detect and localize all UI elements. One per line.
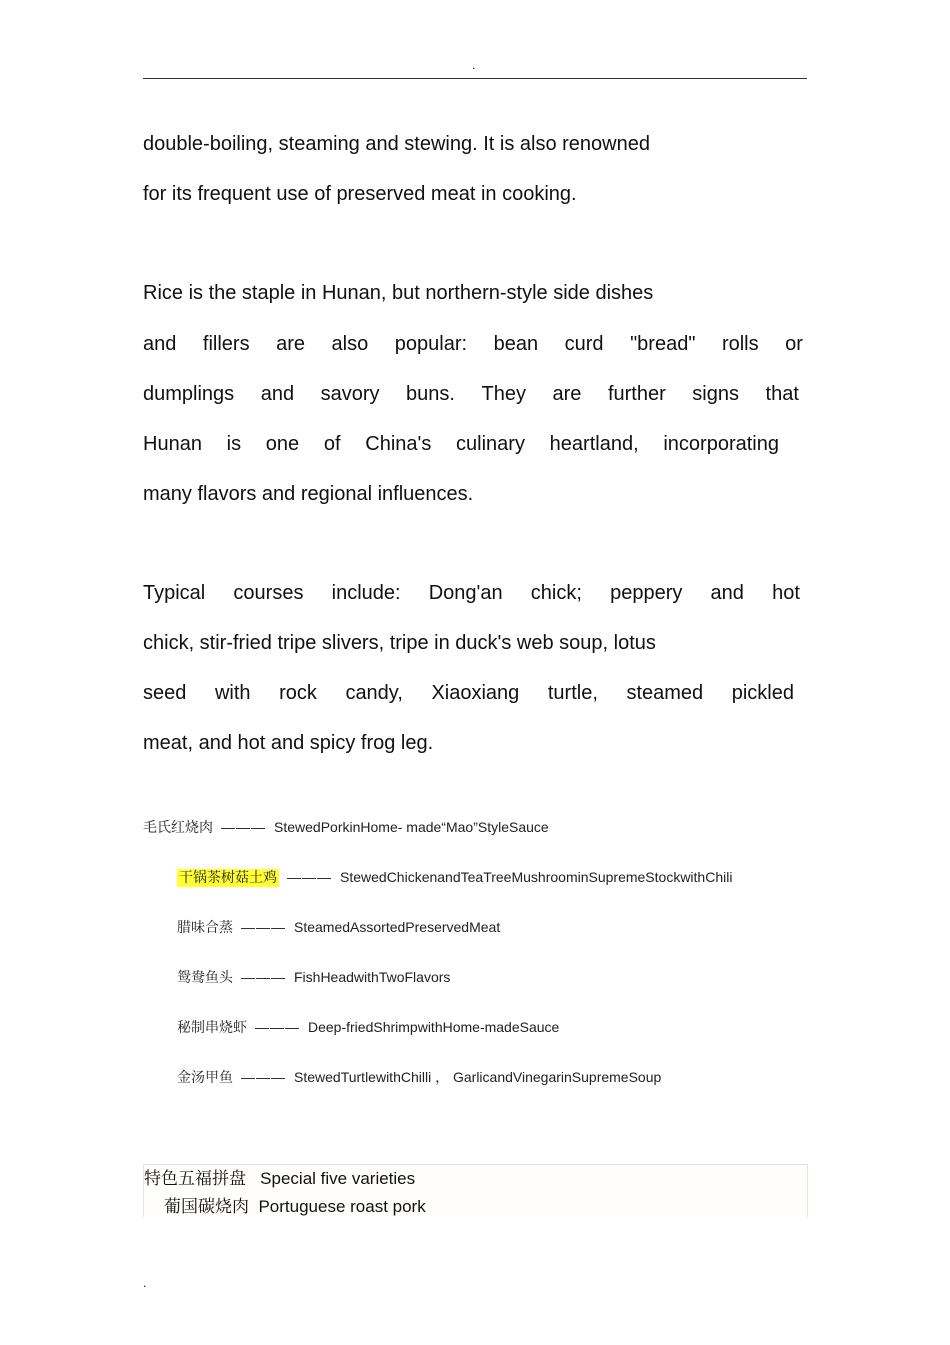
paragraph-line: meat, and hot and spicy frog leg. <box>143 732 434 754</box>
word: are <box>276 333 306 355</box>
specials-en: Special five varieties <box>260 1169 416 1188</box>
word: incorporating <box>663 433 779 455</box>
menu-item <box>177 1018 559 1037</box>
menu-item-separator: ——— <box>287 869 332 885</box>
word: or <box>785 333 803 355</box>
menu-item-separator: ——— <box>241 919 286 935</box>
paragraph-line-justified <box>143 382 799 406</box>
word: are <box>552 383 582 405</box>
word: peppery <box>610 582 683 604</box>
word: chick; <box>530 582 582 604</box>
menu-item-highlighted <box>177 868 732 887</box>
word: rock <box>279 682 317 704</box>
menu-item-zh-highlighted: 干锅茶树菇土鸡 <box>179 870 277 886</box>
word: "bread" <box>630 333 696 355</box>
word: steamed <box>626 682 704 704</box>
word: also <box>331 333 369 355</box>
specials-table <box>143 1164 808 1217</box>
word: culinary <box>456 433 525 455</box>
word: heartland, <box>549 433 639 455</box>
paragraph-line: Rice is the staple in Hunan, but northern-style side dishes <box>143 282 654 304</box>
menu-item-en: StewedPorkinHome- made“Mao”StyleSauce <box>274 819 549 835</box>
paragraph-line: chick, stir-fried tripe slivers, tripe in duck's web soup, lotus <box>143 632 656 654</box>
menu-item-en: StewedTurtlewithChilli ， GarlicandVinegarinSupremeSoup <box>294 1069 662 1085</box>
menu-item-en: StewedChickenandTeaTreeMushroominSupremeStockwithChili <box>340 869 733 885</box>
menu-item-zh: 毛氏红烧肉 <box>143 820 213 836</box>
word: Dong'an <box>428 582 503 604</box>
specials-row <box>144 1168 415 1190</box>
menu-item-separator: ——— <box>255 1019 300 1035</box>
menu-item <box>143 818 549 837</box>
menu-item-en: SteamedAssortedPreservedMeat <box>294 919 501 935</box>
menu-item-zh: 金汤甲鱼 <box>177 1070 233 1086</box>
word: one <box>265 433 300 455</box>
word: Hunan <box>143 433 202 455</box>
specials-row <box>164 1196 426 1218</box>
word: popular: <box>394 333 468 355</box>
menu-item-zh: 鸳鸯鱼头 <box>177 970 233 986</box>
word: courses <box>233 582 304 604</box>
word: and <box>143 333 177 355</box>
word: hot <box>772 582 800 604</box>
paragraph-line: double-boiling, steaming and stewing. It is also renowned <box>143 133 650 155</box>
menu-item <box>177 918 500 937</box>
header-mark: . <box>472 58 476 72</box>
paragraph-line-justified <box>143 681 794 705</box>
menu-item-en: FishHeadwithTwoFlavors <box>294 969 451 985</box>
menu-item <box>177 968 450 987</box>
word: savory <box>320 383 380 405</box>
paragraph-line-justified <box>143 432 779 456</box>
paragraph-line-justified <box>143 332 803 356</box>
menu-item-zh: 秘制串烧虾 <box>177 1020 247 1036</box>
menu-item-zh: 腊味合蒸 <box>177 920 233 936</box>
menu-item-separator: ——— <box>241 969 286 985</box>
specials-en: Portuguese roast pork <box>258 1197 426 1216</box>
word: Xiaoxiang <box>431 682 520 704</box>
header-rule <box>143 78 807 79</box>
word: They <box>481 383 526 405</box>
word: curd <box>564 333 604 355</box>
word: turtle, <box>547 682 598 704</box>
paragraph-line: for its frequent use of preserved meat in cooking. <box>143 183 577 205</box>
word: bean <box>493 333 539 355</box>
specials-zh: 葡国碳烧肉 <box>164 1197 249 1217</box>
paragraph-line-justified <box>143 581 800 605</box>
word: rolls <box>721 333 759 355</box>
word: China's <box>365 433 432 455</box>
menu-item-separator: ——— <box>241 1069 286 1085</box>
menu-item-separator: ——— <box>221 819 266 835</box>
word: dumplings <box>143 383 235 405</box>
word: of <box>323 433 341 455</box>
word: and <box>710 582 744 604</box>
menu-item <box>177 1068 661 1087</box>
word: include: <box>331 582 401 604</box>
word: with <box>214 682 251 704</box>
word: and <box>260 383 295 405</box>
word: Typical <box>143 582 206 604</box>
footer-mark: . <box>143 1276 147 1290</box>
word: candy, <box>345 682 403 704</box>
word: buns. <box>406 383 455 405</box>
word: fillers <box>202 333 250 355</box>
menu-item-en: Deep-friedShrimpwithHome-madeSauce <box>308 1019 560 1035</box>
word: that <box>765 383 799 405</box>
word: pickled <box>731 682 794 704</box>
word: signs <box>692 383 739 405</box>
specials-zh: 特色五福拼盘 <box>144 1169 246 1189</box>
word: seed <box>143 682 187 704</box>
paragraph-line: many flavors and regional influences. <box>143 483 474 505</box>
word: is <box>226 433 242 455</box>
word: further <box>607 383 666 405</box>
